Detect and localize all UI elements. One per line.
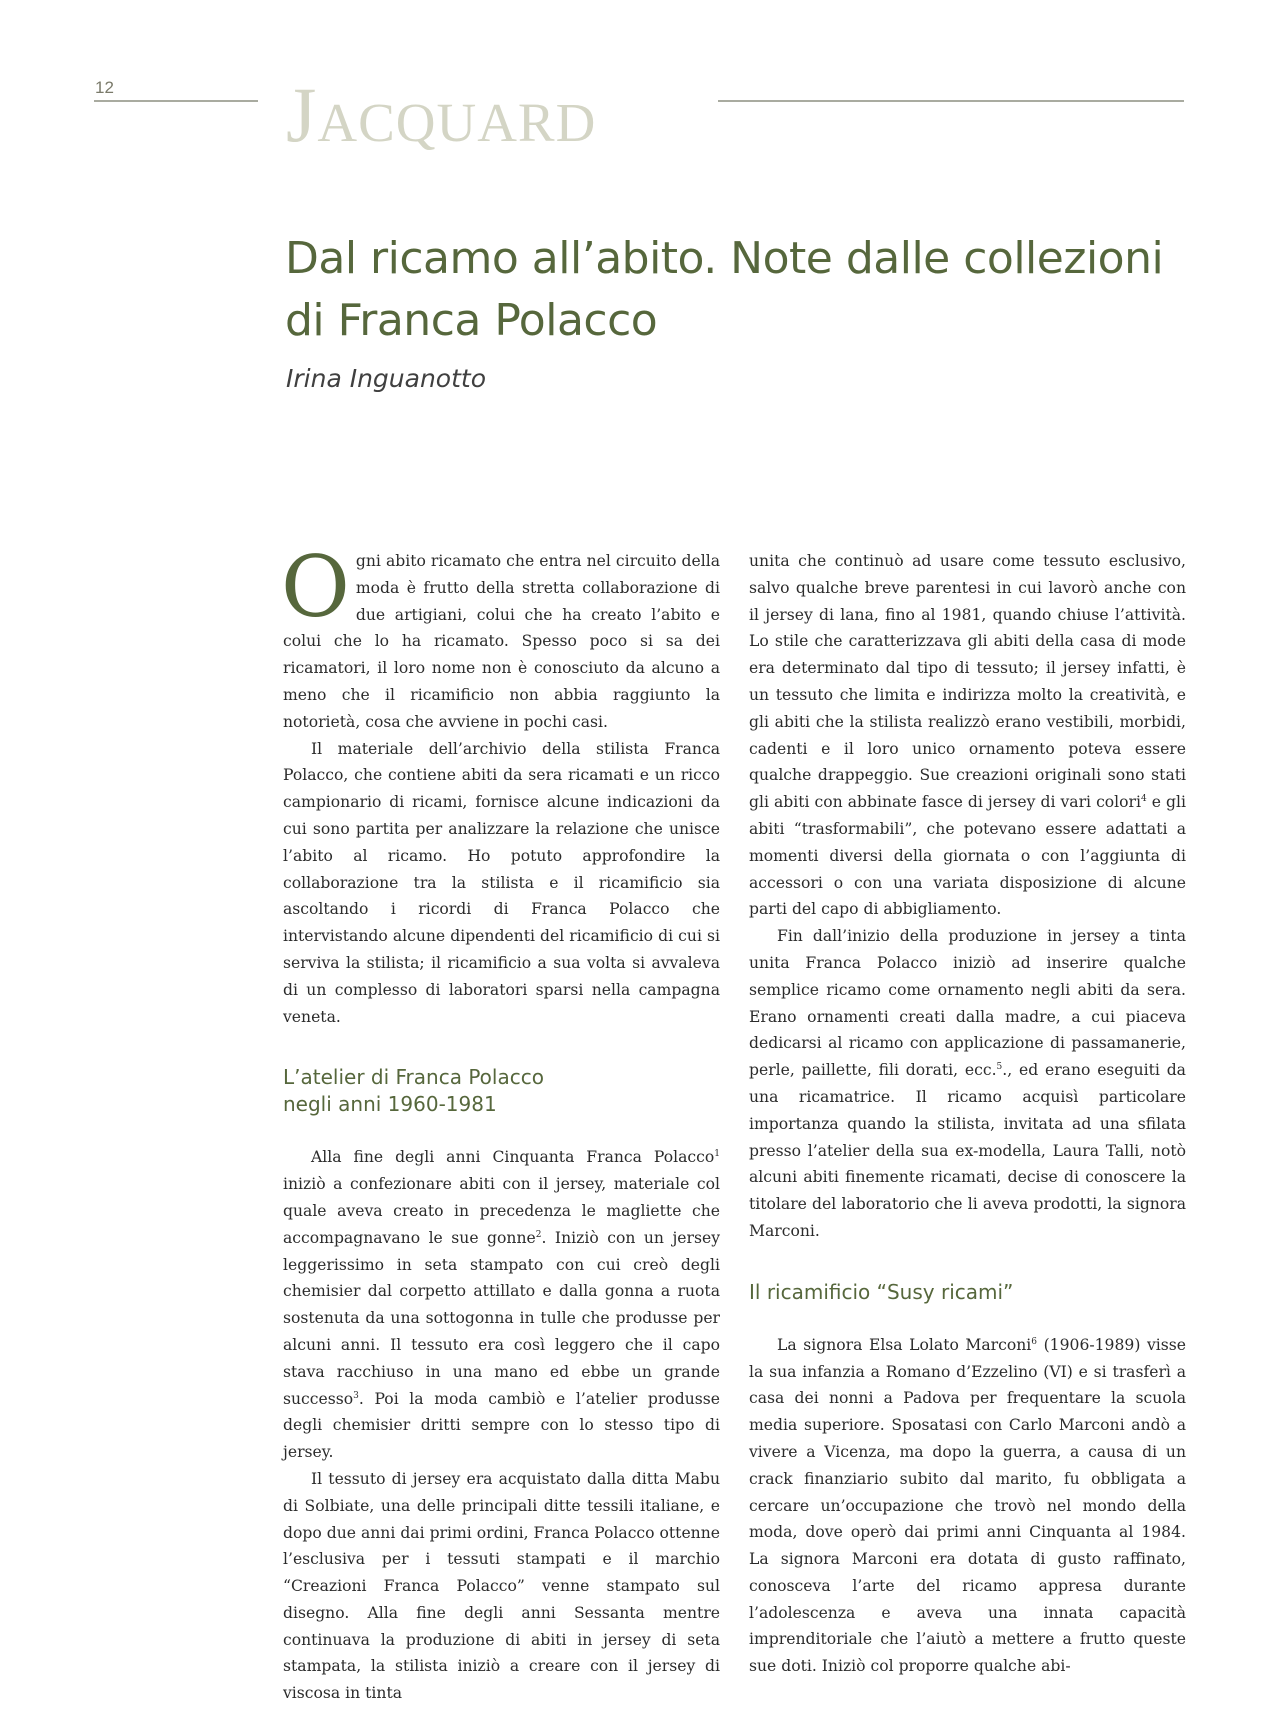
text-column-left xyxy=(281,538,721,1707)
footnote-ref-6[interactable]: 6 xyxy=(1031,1336,1038,1347)
text-run: unita che continuò ad usare come tessuto esclusivo, salvo qualche breve parentesi in cui lavorò anche con il jersey di lana, fino al 1981, quando chiuse l’attività. Lo stile che caratterizzava gli abiti della casa di mode era determinato dal tipo di tessuto; il jersey infatti, è un tessuto che limita e indirizza molto la creatività, e gli abiti che la stilista realizzò erano vestibili, morbidi, cadenti e il loro unico ornamento poteva essere qualche drappeggio. Sue creazioni originali sono stati gli abiti con abbinate fasce di jersey di vari colori xyxy=(749,552,1186,812)
paragraph xyxy=(749,548,1186,923)
page-number: 12 xyxy=(95,78,114,97)
footnote-ref-5[interactable]: 5 xyxy=(996,1062,1003,1073)
footnote-ref-1[interactable]: 1 xyxy=(714,1149,720,1160)
drop-cap: O xyxy=(281,538,350,636)
paragraph xyxy=(749,1332,1186,1680)
text-run: La signora Elsa Lolato Marconi xyxy=(777,1335,1032,1354)
text-run: Fin dall’inizio della produzione in jersey a tinta unita Franca Polacco iniziò ad inserire qualche semplice ricamo come ornamento negli abiti da sera. Erano ornamenti creati dalla madre, a cui piaceva dedicarsi al ricamo con applicazione di passamanerie, perle, paillette, fili dorati, ecc. xyxy=(749,927,1186,1080)
paragraph: Il materiale dell’archivio della stilista Franca Polacco, che contiene abiti da sera ricamati e un ricco campionario di ricami, fornisce alcune indicazioni da cui sono partita per analizzare la relazione che unisce l’abito al ricamo. Ho potuto approfondire la collaborazione tra la stilista e il ricamificio sia ascoltando i ricordi di Franca Polacco che intervistando alcune dipendenti del ricamificio di cui si serviva la stilista; il ricamificio a sua volta si avvaleva di un complesso di laboratori sparsi nella campagna veneta. xyxy=(283,739,720,1026)
section-heading-ricamificio: Il ricamificio “Susy ricami” xyxy=(749,1279,1014,1304)
text-run: . Iniziò con un jersey leggerissimo in seta stampato con cui creò degli chemisier dal corpetto attillato e dalla gonna a ruota sostenuta da una sottogonna in tulle che produsse per alcuni anni. Il tessuto era così leggero che il capo stava racchiuso in una mano ed ebbe un grande successo xyxy=(283,1228,721,1408)
text-run: . Poi la moda cambiò e l’atelier produsse degli chemisier dritti sempre con lo stesso tipo di jersey. xyxy=(283,1389,720,1462)
article-author: Irina Inguanotto xyxy=(286,364,486,393)
text-run: e gli abiti “trasformabili”, che potevano essere adattati a momenti diversi della giornata o con l’aggiunta di accessori o con una variata disposizione di alcune parti del capo di abbigliamento. xyxy=(749,793,1186,919)
paragraph xyxy=(749,923,1186,1245)
section-heading-line: L’atelier di Franca Polacco xyxy=(283,1065,544,1090)
footnote-ref-3[interactable]: 3 xyxy=(353,1390,359,1401)
footnote-ref-2[interactable]: 2 xyxy=(535,1229,542,1240)
article-title: Dal ricamo all’abito. Note dalle collezioni di Franca Polacco xyxy=(285,233,1164,346)
section-heading-atelier xyxy=(283,1064,720,1118)
footnote-ref-4[interactable]: 4 xyxy=(1141,794,1147,805)
text-run: iniziò a confezionare abiti con il jersey, materiale col quale aveva creato in precedenza le magliette che accompagnavano le sue gonne xyxy=(283,1175,720,1247)
paragraph: Il tessuto di jersey era acquistato dalla ditta Mabu di Solbiate, una delle principali ditte tessili italiane, e dopo due anni dai primi ordini, Franca Polacco ottenne l’esclusiva per i tessuti stampati e il marchio “Creazioni Franca Polacco” venne stampato sul disegno. Alla fine degli anni Sessanta mentre continuava la produzione di abiti in jersey di seta stampata, la stilista iniziò a creare con il jersey di viscosa in tinta xyxy=(283,1469,720,1703)
text-run: (1906-1989) visse la sua infanzia a Romano d’Ezzelino (VI) e si trasferì a casa dei nonni a Padova per frequentare la scuola media superiore. Sposatasi con Carlo Marconi andò a vivere a Vicenza, ma dopo la guerra, a causa di un crack finanziario subito dal marito, fu obbligata a cercare un’occupazione che trovò nel mondo della moda, dove operò dai primi anni Cinquanta al 1984. La signora Marconi era dotata di gusto raffinato, conosceva l’arte del ricamo appresa durante l’adolescenza e aveva una innata capacità imprenditoriale che l’aiutò a mettere a frutto queste sue doti. Iniziò col proporre qualche abi- xyxy=(749,1335,1186,1676)
paragraph xyxy=(283,1144,720,1466)
text-run: ., ed erano eseguiti da una ricamatrice. Il ricamo acquisì particolare importanza quando la stilista, invitata ad una sfilata presso l’atelier della sua ex-modella, Laura Talli, notò alcuni abiti finemente ricamati, decise di conoscere la titolare del laboratorio che li aveva prodotti, la signora Marconi. xyxy=(749,1061,1186,1240)
text-run: Alla fine degli anni Cinquanta Franca Polacco xyxy=(311,1148,715,1167)
text-column-right xyxy=(749,548,1186,1680)
intro-text: gni abito ricamato che entra nel circuito della moda è frutto della stretta collaborazione di due artigiani, colui che ha creato l’abito e colui che lo ha ricamato. Spesso poco si sa dei ricamatori, il loro nome non è conosciuto da alcuno a meno che il ricamificio non abbia raggiunto la notorietà, cosa che avviene in pochi casi. xyxy=(283,552,720,731)
intro-paragraph xyxy=(281,538,720,736)
section-heading-line: negli anni 1960-1981 xyxy=(283,1092,497,1117)
header-rule-left xyxy=(94,100,258,102)
header-rule-right xyxy=(718,100,1184,102)
running-head: Jacquard xyxy=(286,71,597,158)
